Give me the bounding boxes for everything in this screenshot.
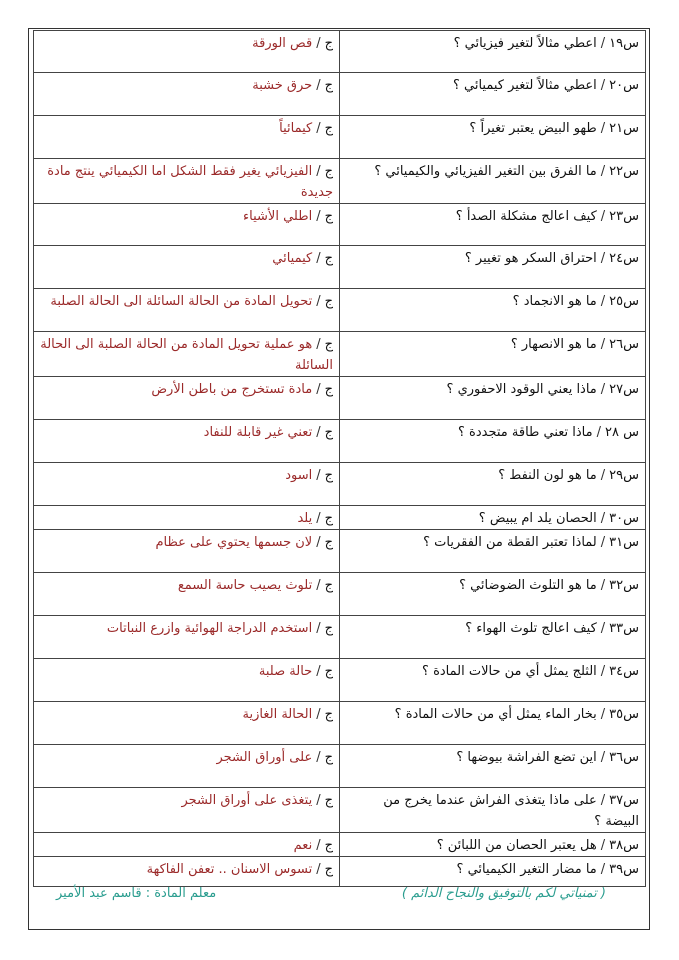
answer-text: نعم: [293, 838, 313, 853]
question-cell: [340, 377, 646, 420]
question-cell: [340, 857, 646, 887]
answer-cell: [34, 159, 340, 204]
separator: /: [600, 121, 606, 136]
footer-teacher: معلم المادة : قاسم عبد الأمير: [56, 886, 217, 901]
question-text: طهو البيض يعتبر تغيراً ؟: [469, 121, 597, 136]
separator: /: [600, 209, 606, 224]
answer-label: ج: [324, 78, 333, 93]
answer-cell: [34, 420, 340, 463]
answer-text: استخدم الدراجة الهوائية وازرع النباتات: [106, 621, 313, 636]
answer-cell: [34, 659, 340, 702]
separator: /: [316, 294, 321, 309]
separator: /: [316, 578, 321, 593]
separator: /: [600, 251, 606, 266]
separator: /: [600, 838, 606, 853]
question-number: س٢٤: [609, 251, 639, 266]
question-number: س٢٠: [609, 78, 639, 93]
question-cell: [340, 745, 646, 788]
answer-label: ج: [324, 664, 333, 679]
question-number: س١٩: [609, 36, 639, 51]
separator: /: [316, 621, 321, 636]
question-cell: [340, 420, 646, 463]
answer-text: حالة صلبة: [258, 664, 313, 679]
answer-cell: [34, 506, 340, 530]
answer-label: ج: [324, 164, 333, 179]
answer-cell: [34, 332, 340, 377]
answer-cell: [34, 204, 340, 246]
question-text: ما الفرق بين التغير الفيزيائي والكيميائي ؟: [374, 164, 597, 179]
answer-text: يلد: [297, 511, 313, 526]
question-text: ما هو التلوث الضوضائي ؟: [459, 578, 597, 593]
footer-wish: ( تمنياتي لكم بالتوفيق والنجاح الدائم ): [401, 886, 606, 901]
separator: /: [600, 164, 606, 179]
table-row: [34, 616, 646, 659]
question-number: س٢٩: [609, 468, 639, 483]
answer-cell: [34, 246, 340, 289]
table-row: [34, 204, 646, 246]
question-text: كيف اعالج تلوث الهواء ؟: [465, 621, 597, 636]
answer-label: ج: [324, 578, 333, 593]
separator: /: [316, 382, 321, 397]
question-text: ما هو لون النفط ؟: [498, 468, 597, 483]
answer-label: ج: [324, 382, 333, 397]
answer-text: الحالة الغازية: [242, 707, 313, 722]
question-number: س٢١: [609, 121, 639, 136]
question-cell: [340, 31, 646, 73]
separator: /: [600, 750, 606, 765]
question-cell: [340, 616, 646, 659]
question-text: اعطي مثالاً لتغير كيميائي ؟: [452, 78, 597, 93]
table-row: [34, 857, 646, 887]
answer-text: تلوث يصيب حاسة السمع: [177, 578, 313, 593]
question-number: س٢٦: [609, 337, 639, 352]
answer-text: تسوس الاسنان .. تعفن الفاكهة: [146, 862, 313, 877]
question-text: اين تضع الفراشة بيوضها ؟: [456, 750, 597, 765]
question-text: ما هو الانصهار ؟: [510, 337, 597, 352]
answer-label: ج: [324, 793, 333, 808]
table-row: [34, 506, 646, 530]
answer-label: ج: [324, 511, 333, 526]
table-row: [34, 530, 646, 573]
answer-label: ج: [324, 337, 333, 352]
separator: /: [600, 621, 606, 636]
question-text: كيف اعالج مشكلة الصدأ ؟: [455, 209, 597, 224]
answer-text: على أوراق الشجر: [216, 750, 313, 765]
separator: /: [600, 36, 606, 51]
separator: /: [600, 78, 606, 93]
question-cell: [340, 530, 646, 573]
question-text: ماذا تعني طاقة متجددة ؟: [458, 425, 593, 440]
table-row: [34, 116, 646, 159]
separator: /: [316, 36, 321, 51]
table-row: [34, 833, 646, 857]
answer-label: ج: [324, 294, 333, 309]
separator: /: [600, 535, 606, 550]
question-text: ماذا يعني الوقود الاحفوري ؟: [446, 382, 597, 397]
question-number: س٣٩: [609, 862, 639, 877]
table-row: [34, 159, 646, 204]
table-row: [34, 332, 646, 377]
answer-label: ج: [324, 621, 333, 636]
answer-cell: [34, 73, 340, 116]
footer: [28, 886, 650, 914]
question-cell: [340, 573, 646, 616]
answer-text: تعني غير قابلة للنفاد: [203, 425, 313, 440]
question-number: س ٢٨: [605, 425, 639, 440]
table-row: [34, 377, 646, 420]
table-row: [34, 420, 646, 463]
question-text: ما مضار التغير الكيميائي ؟: [456, 862, 597, 877]
answer-label: ج: [324, 862, 333, 877]
separator: /: [316, 164, 321, 179]
separator: /: [316, 78, 321, 93]
separator: /: [600, 511, 606, 526]
answer-label: ج: [324, 468, 333, 483]
separator: /: [316, 337, 321, 352]
question-number: س٣٦: [609, 750, 639, 765]
answer-label: ج: [324, 838, 333, 853]
separator: /: [600, 337, 606, 352]
answer-cell: [34, 616, 340, 659]
question-cell: [340, 246, 646, 289]
separator: /: [316, 468, 321, 483]
question-text: على ماذا يتغذى الفراش عندما يخرج من البيضة ؟: [383, 793, 639, 829]
table-row: [34, 289, 646, 332]
question-number: س٢٥: [609, 294, 639, 309]
answer-cell: [34, 833, 340, 857]
answer-cell: [34, 530, 340, 573]
separator: /: [316, 838, 321, 853]
table-row: [34, 702, 646, 745]
table-row: [34, 463, 646, 506]
question-number: س٣٧: [609, 793, 639, 808]
question-cell: [340, 73, 646, 116]
table-row: [34, 659, 646, 702]
qa-table: [33, 30, 646, 887]
answer-cell: [34, 573, 340, 616]
separator: /: [316, 862, 321, 877]
separator: /: [600, 707, 606, 722]
answer-label: ج: [324, 209, 333, 224]
question-number: س٣٠: [609, 511, 639, 526]
answer-cell: [34, 702, 340, 745]
question-number: س٣٣: [609, 621, 639, 636]
question-text: الحصان يلد ام يبيض ؟: [478, 511, 597, 526]
answer-text: يتغذى على أوراق الشجر: [181, 793, 313, 808]
separator: /: [600, 382, 606, 397]
question-number: س٣٥: [609, 707, 639, 722]
separator: /: [600, 862, 606, 877]
question-text: ما هو الانجماد ؟: [512, 294, 597, 309]
question-number: س٣٤: [609, 664, 639, 679]
answer-text: تحويل المادة من الحالة السائلة الى الحالة الصلبة: [50, 294, 313, 309]
table-row: [34, 745, 646, 788]
separator: /: [316, 251, 321, 266]
question-cell: [340, 833, 646, 857]
answer-text: مادة تستخرج من باطن الأرض: [151, 382, 313, 397]
question-cell: [340, 788, 646, 833]
separator: /: [316, 750, 321, 765]
question-text: اعطي مثالاً لتغير فيزيائي ؟: [453, 36, 597, 51]
separator: /: [316, 121, 321, 136]
answer-cell: [34, 289, 340, 332]
answer-text: اسود: [285, 468, 313, 483]
question-cell: [340, 204, 646, 246]
question-text: احتراق السكر هو تغيير ؟: [464, 251, 597, 266]
question-cell: [340, 659, 646, 702]
separator: /: [316, 425, 321, 440]
separator: /: [316, 209, 321, 224]
question-number: س٣١: [609, 535, 639, 550]
answer-cell: [34, 788, 340, 833]
table-row: [34, 31, 646, 73]
question-text: لماذا تعتبر القطة من الفقريات ؟: [423, 535, 597, 550]
separator: /: [596, 425, 602, 440]
answer-cell: [34, 377, 340, 420]
question-text: هل يعتبر الحصان من اللبائن ؟: [436, 838, 597, 853]
answer-text: اطلي الأشياء: [243, 209, 313, 224]
question-text: بخار الماء يمثل أي من حالات المادة ؟: [394, 707, 597, 722]
question-number: س٢٧: [609, 382, 639, 397]
separator: /: [316, 707, 321, 722]
answer-text: كيمائياً: [279, 121, 313, 136]
separator: /: [316, 664, 321, 679]
question-cell: [340, 506, 646, 530]
answer-text: حرق خشبة: [252, 78, 313, 93]
question-cell: [340, 289, 646, 332]
answer-cell: [34, 463, 340, 506]
answer-label: ج: [324, 36, 333, 51]
answer-cell: [34, 31, 340, 73]
answer-label: ج: [324, 707, 333, 722]
answer-cell: [34, 116, 340, 159]
separator: /: [316, 535, 321, 550]
question-cell: [340, 463, 646, 506]
question-cell: [340, 702, 646, 745]
table-row: [34, 573, 646, 616]
separator: /: [316, 793, 321, 808]
separator: /: [600, 578, 606, 593]
answer-cell: [34, 857, 340, 887]
answer-text: الفيزيائي يغير فقط الشكل اما الكيميائي ينتج مادة جديدة: [47, 164, 333, 200]
separator: /: [600, 793, 606, 808]
separator: /: [316, 511, 321, 526]
question-text: الثلج يمثل أي من حالات المادة ؟: [422, 664, 597, 679]
question-number: س٢٢: [609, 164, 639, 179]
question-number: س٣٨: [609, 838, 639, 853]
answer-label: ج: [324, 425, 333, 440]
question-cell: [340, 116, 646, 159]
question-number: س٣٢: [609, 578, 639, 593]
answer-text: لان جسمها يحتوي على عظام: [155, 535, 313, 550]
answer-label: ج: [324, 750, 333, 765]
separator: /: [600, 664, 606, 679]
answer-label: ج: [324, 251, 333, 266]
table-row: [34, 73, 646, 116]
answer-label: ج: [324, 121, 333, 136]
separator: /: [600, 468, 606, 483]
table-row: [34, 246, 646, 289]
answer-text: كيميائي: [272, 251, 313, 266]
answer-cell: [34, 745, 340, 788]
question-number: س٢٣: [609, 209, 639, 224]
answer-label: ج: [324, 535, 333, 550]
answer-text: قص الورقة: [252, 36, 313, 51]
table-row: [34, 788, 646, 833]
answer-text: هو عملية تحويل المادة من الحالة الصلبة الى الحالة السائلة: [40, 337, 333, 373]
separator: /: [600, 294, 606, 309]
question-cell: [340, 332, 646, 377]
question-cell: [340, 159, 646, 204]
